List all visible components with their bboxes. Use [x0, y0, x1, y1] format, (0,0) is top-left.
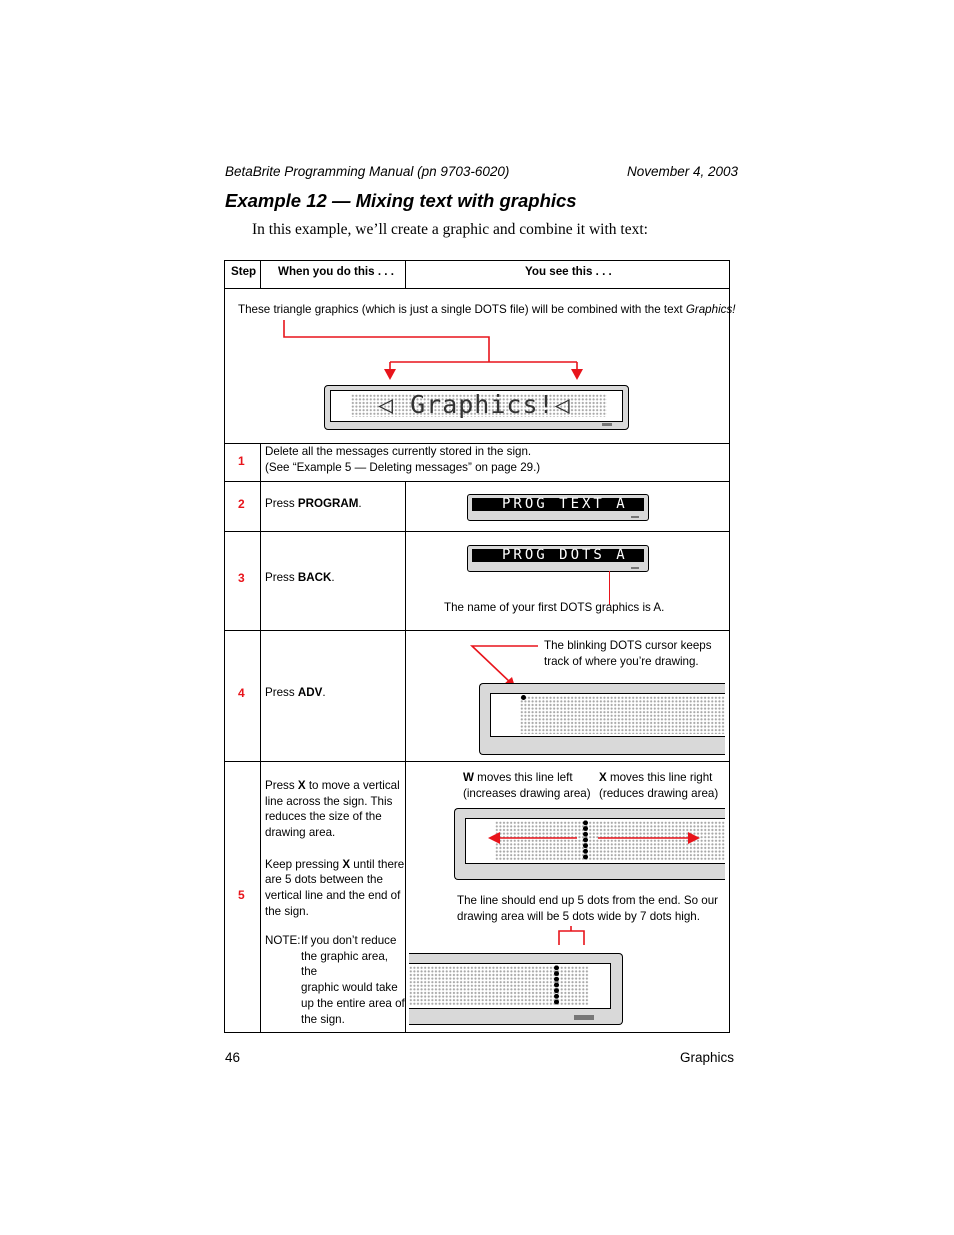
five-dot-bracket: [555, 926, 589, 946]
step-1-description: Delete all the messages currently stored in the sign. (See “Example 5 — Deleting messages” on page 29.): [265, 445, 541, 474]
step-number-5: 5: [238, 888, 245, 902]
step-number-3: 3: [238, 571, 245, 585]
step-5-sign-final: [409, 953, 623, 1025]
vertical-line-marker-final: [554, 965, 559, 1005]
overview-text-italic: Graphics!: [685, 303, 736, 316]
section-title: Example 12 — Mixing text with graphics: [225, 190, 577, 211]
step-4-callout: The blinking DOTS cursor keeps track of where you’re drawing.: [544, 639, 712, 668]
page-number: 46: [225, 1050, 241, 1065]
intro-text: In this example, we’ll create a graphic and combine it with text:: [252, 221, 648, 238]
chapter-name: Graphics: [680, 1050, 735, 1065]
col-header-step: Step: [231, 265, 257, 278]
overview-sign-text: ◁ Graphics!◁: [378, 390, 571, 419]
running-header-date: November 4, 2003: [627, 164, 739, 179]
dots-cursor-icon: [521, 695, 526, 700]
col-header-when: When you do this . . .: [278, 265, 394, 278]
step-3-instruction: Press BACK.: [265, 571, 335, 584]
overview-sign: [324, 385, 629, 430]
step-4-instruction: Press ADV.: [265, 686, 326, 699]
step-2-instruction: Press PROGRAM.: [265, 497, 362, 510]
step-5-note-label: NOTE:: [265, 934, 301, 947]
step-number-1: 1: [238, 454, 245, 468]
step-5-note: If you don’t reduce the graphic area, the graphic would take up the entire area of the sign.: [301, 934, 405, 1026]
running-header-manual: BetaBrite Programming Manual (pn 9703-6020): [225, 164, 510, 179]
col-header-see: You see this . . .: [525, 265, 612, 278]
overview-text: These triangle graphics (which is just a single DOTS file) will be combined with the text Graphics!: [238, 303, 736, 316]
step-3-display: PROG DOTS A: [467, 545, 649, 572]
step-number-4: 4: [238, 686, 245, 700]
step-4-sign-closeup: [479, 683, 725, 755]
step-3-caption: The name of your first DOTS graphics is A.: [444, 601, 665, 614]
x-key-explanation: X moves this line right (reduces drawing area): [599, 771, 719, 800]
step-5-instructions: Press X to move a vertical line across the sign. This reduces the size of the drawing area. Keep pressing X until there are 5 dots between the vertical line and the end of the sign.: [265, 779, 405, 918]
step-2-display: PROG TEXT A: [467, 494, 649, 521]
w-key-explanation: W moves this line left (increases drawing area): [463, 771, 591, 800]
step-5-direction-arrows: [486, 824, 706, 852]
overview-bracket-arrows: [280, 318, 600, 388]
step-number-2: 2: [238, 497, 245, 511]
step-5-end-caption: The line should end up 5 dots from the end. So our drawing area will be 5 dots wide by 7 dots high.: [457, 894, 719, 923]
